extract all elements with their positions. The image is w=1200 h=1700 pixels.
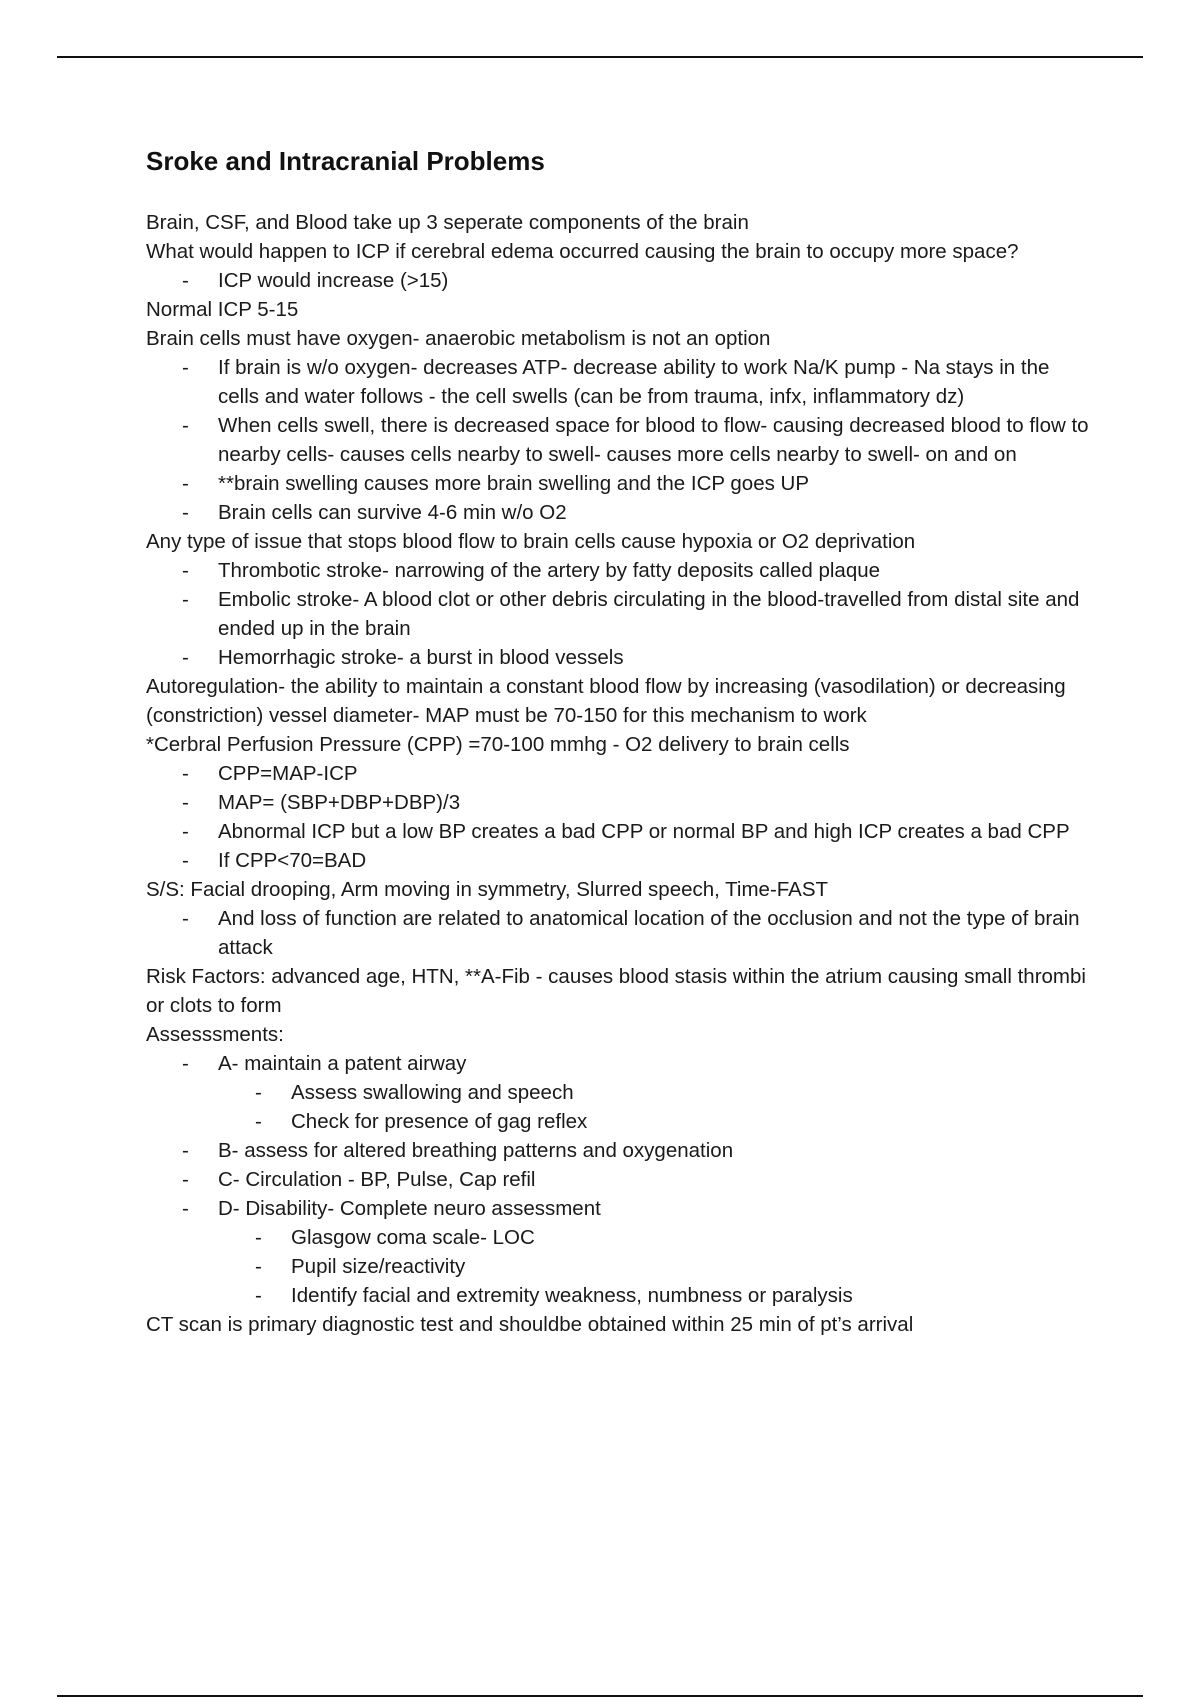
bullet-item: - D- Disability- Complete neuro assessment — [146, 1194, 1096, 1223]
paragraph-line: CT scan is primary diagnostic test and shouldbe obtained within 25 min of pt’s arrival — [146, 1313, 914, 1336]
sub-bullet-item: - Pupil size/reactivity — [146, 1252, 1096, 1281]
bullet-item: - MAP= (SBP+DBP+DBP)/3 — [146, 788, 1096, 817]
sub-bullet-item: - Identify facial and extremity weakness, numbness or paralysis — [146, 1281, 1096, 1310]
paragraph-line: What would happen to ICP if cerebral edema occurred causing the brain to occupy more space? — [146, 240, 1019, 263]
document-title: Sroke and Intracranial Problems — [146, 146, 545, 176]
bullet-item: - C- Circulation - BP, Pulse, Cap refil — [146, 1165, 1096, 1194]
bullet-item: - ICP would increase (>15) — [146, 266, 1096, 295]
bullet-item: - Abnormal ICP but a low BP creates a bad CPP or normal BP and high ICP creates a bad CPP — [146, 817, 1096, 846]
header-rule — [57, 56, 1143, 58]
bullet-item: - A- maintain a patent airway — [146, 1049, 1096, 1078]
paragraph-line: Any type of issue that stops blood flow to brain cells cause hypoxia or O2 deprivation — [146, 530, 916, 553]
paragraph-line: Brain, CSF, and Blood take up 3 seperate components of the brain — [146, 211, 749, 234]
sub-bullet-item: - Assess swallowing and speech — [146, 1078, 1096, 1107]
bullet-item: - Hemorrhagic stroke- a burst in blood vessels — [146, 643, 1096, 672]
bullet-item: - Embolic stroke- A blood clot or other debris circulating in the blood-travelled from distal site and ended up in the brain — [146, 585, 1096, 643]
paragraph-line: *Cerbral Perfusion Pressure (CPP) =70-100 mmhg - O2 delivery to brain cells — [146, 733, 850, 756]
sub-bullet-item: - Glasgow coma scale- LOC — [146, 1223, 1096, 1252]
paragraph-line: Autoregulation- the ability to maintain a constant blood flow by increasing (vasodilation) or decreasing (constriction) vessel diameter- MAP must be 70-150 for this mechanism to work — [146, 675, 1066, 727]
bullet-item: - If brain is w/o oxygen- decreases ATP- decrease ability to work Na/K pump - Na stays in the cells and water follows - the cell swells (can be from trauma, infx, inflammatory dz) — [146, 353, 1096, 411]
bullet-item: - Thrombotic stroke- narrowing of the artery by fatty deposits called plaque — [146, 556, 1096, 585]
sub-bullet-item: - Check for presence of gag reflex — [146, 1107, 1096, 1136]
footer-rule — [57, 1695, 1143, 1697]
bullet-item: - If CPP<70=BAD — [146, 846, 1096, 875]
paragraph-line: Assesssments: — [146, 1023, 284, 1046]
bullet-item: - Brain cells can survive 4-6 min w/o O2 — [146, 498, 1096, 527]
paragraph-line: Risk Factors: advanced age, HTN, **A-Fib - causes blood stasis within the atrium causing small thrombi or clots to form — [146, 965, 1086, 1017]
document-body — [146, 144, 1096, 1339]
paragraph-line: Normal ICP 5-15 — [146, 298, 299, 321]
bullet-item: - CPP=MAP-ICP — [146, 759, 1096, 788]
paragraph-line: Brain cells must have oxygen- anaerobic metabolism is not an option — [146, 327, 771, 350]
bullet-item: - And loss of function are related to anatomical location of the occlusion and not the type of brain attack — [146, 904, 1096, 962]
bullet-item: - **brain swelling causes more brain swelling and the ICP goes UP — [146, 469, 1096, 498]
bullet-item: - B- assess for altered breathing patterns and oxygenation — [146, 1136, 1096, 1165]
document-lines — [146, 208, 1096, 1339]
bullet-item: - When cells swell, there is decreased space for blood to flow- causing decreased blood to flow to nearby cells- causes cells nearby to swell- causes more cells nearby to swell- on and on — [146, 411, 1096, 469]
paragraph-line: S/S: Facial drooping, Arm moving in symmetry, Slurred speech, Time-FAST — [146, 878, 829, 901]
